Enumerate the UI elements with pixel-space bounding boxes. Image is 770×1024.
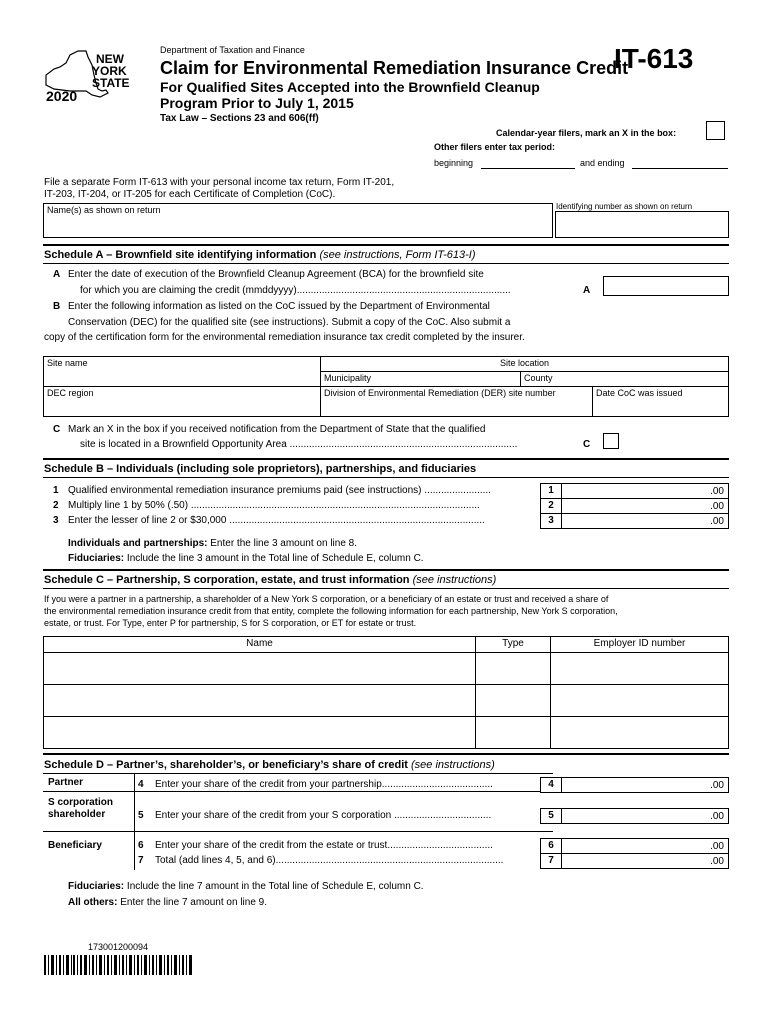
line-5-number: 5 [138,810,144,821]
line-5-box-number: 5 [548,810,554,821]
form-number: IT-613 [614,43,694,74]
names-label: Name(s) as shown on return [47,205,161,215]
entity-type-field[interactable] [476,685,551,717]
schedule-d-title: Schedule D – Partner’s, shareholder’s, or beneficiary’s share of credit [44,759,408,771]
partner-label: Partner [48,777,84,788]
barcode-number: 173001200094 [88,942,149,952]
schedule-c-title: Schedule C – Partnership, S corporation, estate, and trust information [44,574,410,586]
line-1-cents: .00 [710,486,724,497]
dec-region-label: DEC region [47,388,94,398]
beneficiary-label: Beneficiary [48,840,102,851]
form-subtitle-line2: Program Prior to July 1, 2015 [160,95,354,111]
line-6-box [540,838,562,854]
entity-name-field[interactable] [44,717,476,749]
line-b-text2: Conservation (DEC) for the qualified site (see instructions). Submit a copy of the CoC. Also submit a [68,317,511,328]
calendar-year-checkbox[interactable] [706,121,725,140]
entity-type-field[interactable] [476,717,551,749]
line-b-text3: copy of the certification form for the environmental remediation insurance tax credit completed by the insurer. [44,332,525,343]
line-3-amount-field[interactable] [561,513,729,529]
line-c-letter: C [53,424,61,435]
line-6-text: Enter your share of the credit from the estate or trust...................................... [155,840,493,851]
entity-ein-field[interactable] [551,653,729,685]
line-3-box [540,513,562,529]
schedule-b-note1-text: Enter the line 3 amount on line 8. [210,538,358,549]
line-4-row [134,777,729,793]
schedule-a-note: (see instructions, Form IT-613-I) [319,249,476,261]
entity-ein-field[interactable] [551,685,729,717]
line-a-text2: for which you are claiming the credit (mmddyyyy)............................................................................. [80,285,511,296]
line-a-letter: A [53,269,61,280]
line-3-text: Enter the lesser of line 2 or $30,000 ............................................................................................ [68,515,485,526]
schedule-c-para2: the environmental remediation insurance credit from that entity, complete the following information for each partnership, New York S corporation, [44,606,618,616]
line-a-text1: Enter the date of execution of the Brownfield Cleanup Agreement (BCA) for the brownfield site [68,269,484,280]
beginning-date-field[interactable] [481,168,575,169]
line-4-amount-field[interactable] [561,777,729,793]
line-4-text: Enter your share of the credit from your partnership........................................ [155,779,493,790]
der-site-label: Division of Environmental Remediation (DER) site number [324,388,556,398]
entity-name-field[interactable] [44,685,476,717]
line-6-box-number: 6 [548,840,554,851]
line-5-row [134,808,729,824]
col-type-label: Type [502,638,524,649]
schedule-c-rule [43,569,729,571]
schedule-b-heading: Schedule B – Individuals (including sole proprietors), partnerships, and fiduciaries [44,463,477,475]
col-ein-label: Employer ID number [593,638,686,649]
site-info-table [43,356,729,417]
schedule-c-para1: If you were a partner in a partnership, a shareholder of a New York S corporation, or a beneficiary of an estate or trust and received a share of [44,594,609,604]
line-1-text: Qualified environmental remediation insurance premiums paid (see instructions) ........................ [68,485,491,496]
calendar-year-label: Calendar-year filers, mark an X in the box: [496,128,677,138]
schedule-b-note2-bold: Fiduciaries: [68,553,125,564]
county-cell[interactable] [521,372,729,387]
line-c-text1: Mark an X in the box if you received notification from the Department of State that the qualified [68,424,486,435]
entity-ein-field[interactable] [551,717,729,749]
line-7-number: 7 [138,855,144,866]
line-6-amount-field[interactable] [561,838,729,854]
schedule-a-title: Schedule A – Brownfield site identifying information [44,249,317,261]
line-4-box-number: 4 [548,779,554,790]
site-name-label: Site name [47,358,88,368]
other-filers-label: Other filers enter tax period: [434,142,556,152]
bca-date-field[interactable] [603,276,729,296]
schedule-c-heading [44,574,496,587]
line-7-row [134,853,729,869]
line-2-number: 2 [53,500,59,511]
line-3-number: 3 [53,515,59,526]
line-4-number: 4 [138,779,144,790]
municipality-label: Municipality [324,373,372,383]
line-b-text1: Enter the following information as listed on the CoC issued by the Department of Environmental [68,301,490,312]
form-subtitle-line1: For Qualified Sites Accepted into the Brownfield Cleanup [160,79,540,95]
line-1-amount-field[interactable] [561,483,729,499]
line-b-letter: B [53,301,61,312]
schedule-b-note2 [68,553,424,565]
schedule-c-para3: estate, or trust. For Type, enter P for partnership, S for S corporation, or ET for estate or trust. [44,618,417,628]
form-title: Claim for Environmental Remediation Insurance Credit [160,58,629,78]
county-label: County [524,373,553,383]
schedule-c-subrule [43,588,729,589]
boa-checkbox[interactable] [603,433,619,449]
s-corp-label2: shareholder [48,809,106,820]
line-2-text: Multiply line 1 by 50% (.50) ........................................................................................................ [68,500,480,511]
schedule-d-note2-text: Enter the line 7 amount on line 9. [120,897,267,908]
s-corp-label1: S corporation [48,797,114,808]
ending-date-field[interactable] [632,168,728,169]
line-2-amount-field[interactable] [561,498,729,514]
line-c-text2: site is located in a Brownfield Opportunity Area .................................................................................. [80,439,518,450]
form-year: 2020 [46,88,78,104]
entity-type-header [476,637,551,653]
line-5-cents: .00 [710,811,724,822]
schedule-d-subrule [43,773,553,774]
line-a-mark: A [583,285,591,296]
barcode-icon [44,955,194,975]
line-6-cents: .00 [710,841,724,852]
logo-text-new: NEW [96,52,124,66]
line-2-box-number: 2 [548,500,554,511]
line-5-box [540,808,562,824]
department-name: Department of Taxation and Finance [160,45,305,55]
line-4-cents: .00 [710,780,724,791]
line-7-amount-field[interactable] [561,853,729,869]
line-7-cents: .00 [710,856,724,867]
line-6-number: 6 [138,840,144,851]
entity-name-header [44,637,476,653]
schedule-b-subrule [43,477,729,478]
schedule-d-note1 [68,881,424,893]
schedule-a-subrule [43,263,729,264]
date-coc-label: Date CoC was issued [596,388,683,398]
schedule-d-note2-bold: All others: [68,897,118,908]
schedule-b-rule [43,458,729,460]
schedule-a-heading [44,249,476,262]
schedule-d-heading [44,759,495,772]
schedule-d-row-sep [43,831,553,832]
line-1-row [43,483,729,499]
schedule-d-note: (see instructions) [411,759,495,771]
nys-logo [40,45,140,105]
line-7-box-number: 7 [548,855,554,866]
tax-law-reference: Tax Law – Sections 23 and 606(ff) [160,113,319,124]
line-5-amount-field[interactable] [561,808,729,824]
site-name-cell[interactable] [44,357,321,387]
line-1-box [540,483,562,499]
schedule-b-note2-text: Include the line 3 amount in the Total line of Schedule E, column C. [126,553,424,564]
entity-type-field[interactable] [476,653,551,685]
der-site-cell[interactable] [321,387,593,417]
schedule-d-note1-text: Include the line 7 amount in the Total line of Schedule E, column C. [126,881,424,892]
line-7-text: Total (add lines 4, 5, and 6).................................................................................. [155,855,504,866]
entity-ein-header [551,637,729,653]
line-3-box-number: 3 [548,515,554,526]
line-6-row [134,838,729,854]
line-c-mark: C [583,439,591,450]
schedule-d-note2 [68,897,267,909]
logo-text-york: YORK [92,64,127,78]
col-name-label: Name [246,638,273,649]
identifying-number-field[interactable] [555,211,729,238]
site-location-label: Site location [499,358,550,368]
line-2-box [540,498,562,514]
line-2-cents: .00 [710,501,724,512]
site-location-header [321,357,729,372]
schedule-c-note: (see instructions) [412,574,497,586]
identifying-number-label: Identifying number as shown on return [556,202,693,211]
logo-text-state: STATE [92,76,130,90]
schedule-b-note1 [68,538,357,550]
beginning-label: beginning [434,158,474,168]
file-instruction-line1: File a separate Form IT-613 with your personal income tax return, Form IT-201, [44,177,395,188]
schedule-d-rule [43,753,729,755]
entity-table [43,636,729,749]
entity-name-field[interactable] [44,653,476,685]
file-instruction-line2: IT-203, IT-204, or IT-205 for each Certificate of Completion (CoC). [44,189,336,200]
line-2-row [43,498,729,514]
municipality-cell[interactable] [321,372,521,387]
schedule-d-note1-bold: Fiduciaries: [68,881,125,892]
schedule-b-note1-bold: Individuals and partnerships: [68,538,208,549]
schedule-a-rule [43,244,729,246]
line-4-box [540,777,562,793]
ending-label: and ending [580,158,625,168]
line-5-text: Enter your share of the credit from your S corporation ................................... [155,810,492,821]
date-coc-cell[interactable] [593,387,729,417]
dec-region-cell[interactable] [44,387,321,417]
schedule-b-lines [43,483,729,531]
line-3-cents: .00 [710,516,724,527]
names-field[interactable] [43,203,553,238]
line-3-row [43,513,729,529]
line-7-box [540,853,562,869]
line-1-box-number: 1 [548,485,554,496]
line-1-number: 1 [53,485,59,496]
